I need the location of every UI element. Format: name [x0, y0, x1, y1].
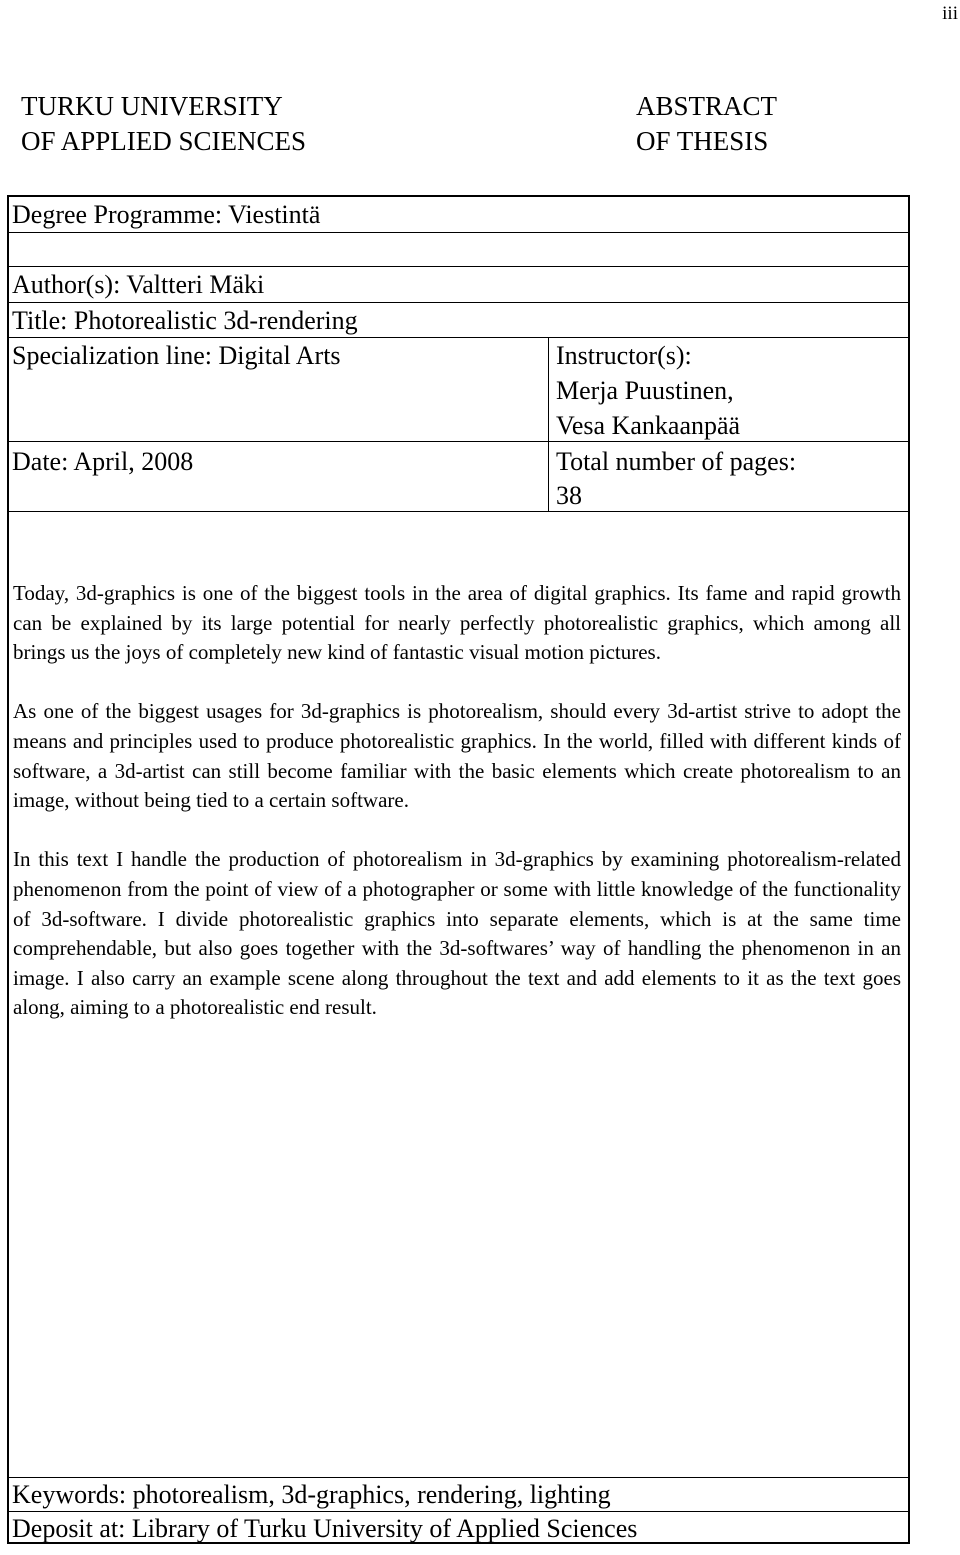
- document-type-line-1: ABSTRACT: [636, 91, 778, 121]
- pages-label: Total number of pages:: [556, 447, 797, 476]
- keywords-field: Keywords: photorealism, 3d-graphics, rendering, lighting: [12, 1480, 611, 1509]
- specialization-field: Specialization line: Digital Arts: [12, 341, 341, 370]
- abstract-body: [13, 579, 901, 1053]
- instructor-1: Merja Puustinen,: [556, 376, 734, 405]
- blank-row: [9, 233, 908, 267]
- institution-heading: [21, 89, 306, 159]
- abstract-paragraph: As one of the biggest usages for 3d-graphics is photorealism, should every 3d-artist strive to adopt the means and principles used to produce photorealistic graphics. In the world, filled with different kinds of software, a 3d-artist can still become familiar with the basic elements which create photorealism to an image, without being tied to a certain software.: [13, 699, 901, 813]
- abstract-top-divider: [9, 511, 908, 512]
- date-field: Date: April, 2008: [12, 447, 194, 476]
- institution-line-2: OF APPLIED SCIENCES: [21, 126, 307, 156]
- instructor-2: Vesa Kankaanpää: [556, 411, 741, 440]
- thesis-title: Title: Photorealistic 3d-rendering: [12, 306, 358, 335]
- deposit-field: Deposit at: Library of Turku University of Applied Sciences: [9, 1511, 908, 1545]
- pages-value: 38: [556, 481, 582, 510]
- column-divider: [548, 338, 549, 512]
- document-type-line-2: OF THESIS: [636, 126, 769, 156]
- title-row: [9, 303, 908, 338]
- footer-rows: [9, 1477, 908, 1545]
- page-number: iii: [942, 3, 958, 24]
- degree-row: [9, 197, 908, 233]
- instructors-label: Instructor(s):: [556, 341, 692, 370]
- author-row: [9, 267, 908, 303]
- abstract-paragraph: Today, 3d-graphics is one of the biggest tools in the area of digital graphics. Its fame and rapid growth can be explained by its large potential for nearly perfectly photorealistic graphics, which among all brings us the joys of completely new kind of fantastic visual motion pictures.: [13, 581, 901, 665]
- abstract-form: [7, 195, 910, 1544]
- degree-programme: Degree Programme: Viestintä: [12, 200, 321, 229]
- document-type-heading: [636, 89, 777, 159]
- author-field: Author(s): Valtteri Mäki: [12, 270, 265, 299]
- date-row-divider: [9, 441, 908, 442]
- institution-line-1: TURKU UNIVERSITY: [21, 91, 283, 121]
- abstract-paragraph: In this text I handle the production of photorealism in 3d-graphics by examining photorealism-related phenomenon from the point of view of a photographer or some with little knowledge of the functionality of 3d-software. I divide photorealistic graphics into separate elements, which is at the same time comprehendable, but also goes together with the 3d-softwares’ way of handling the phenomenon in an image. I also carry an example scene along throughout the text and add elements to it as the text goes along, aiming to a photorealistic end result.: [13, 847, 901, 1020]
